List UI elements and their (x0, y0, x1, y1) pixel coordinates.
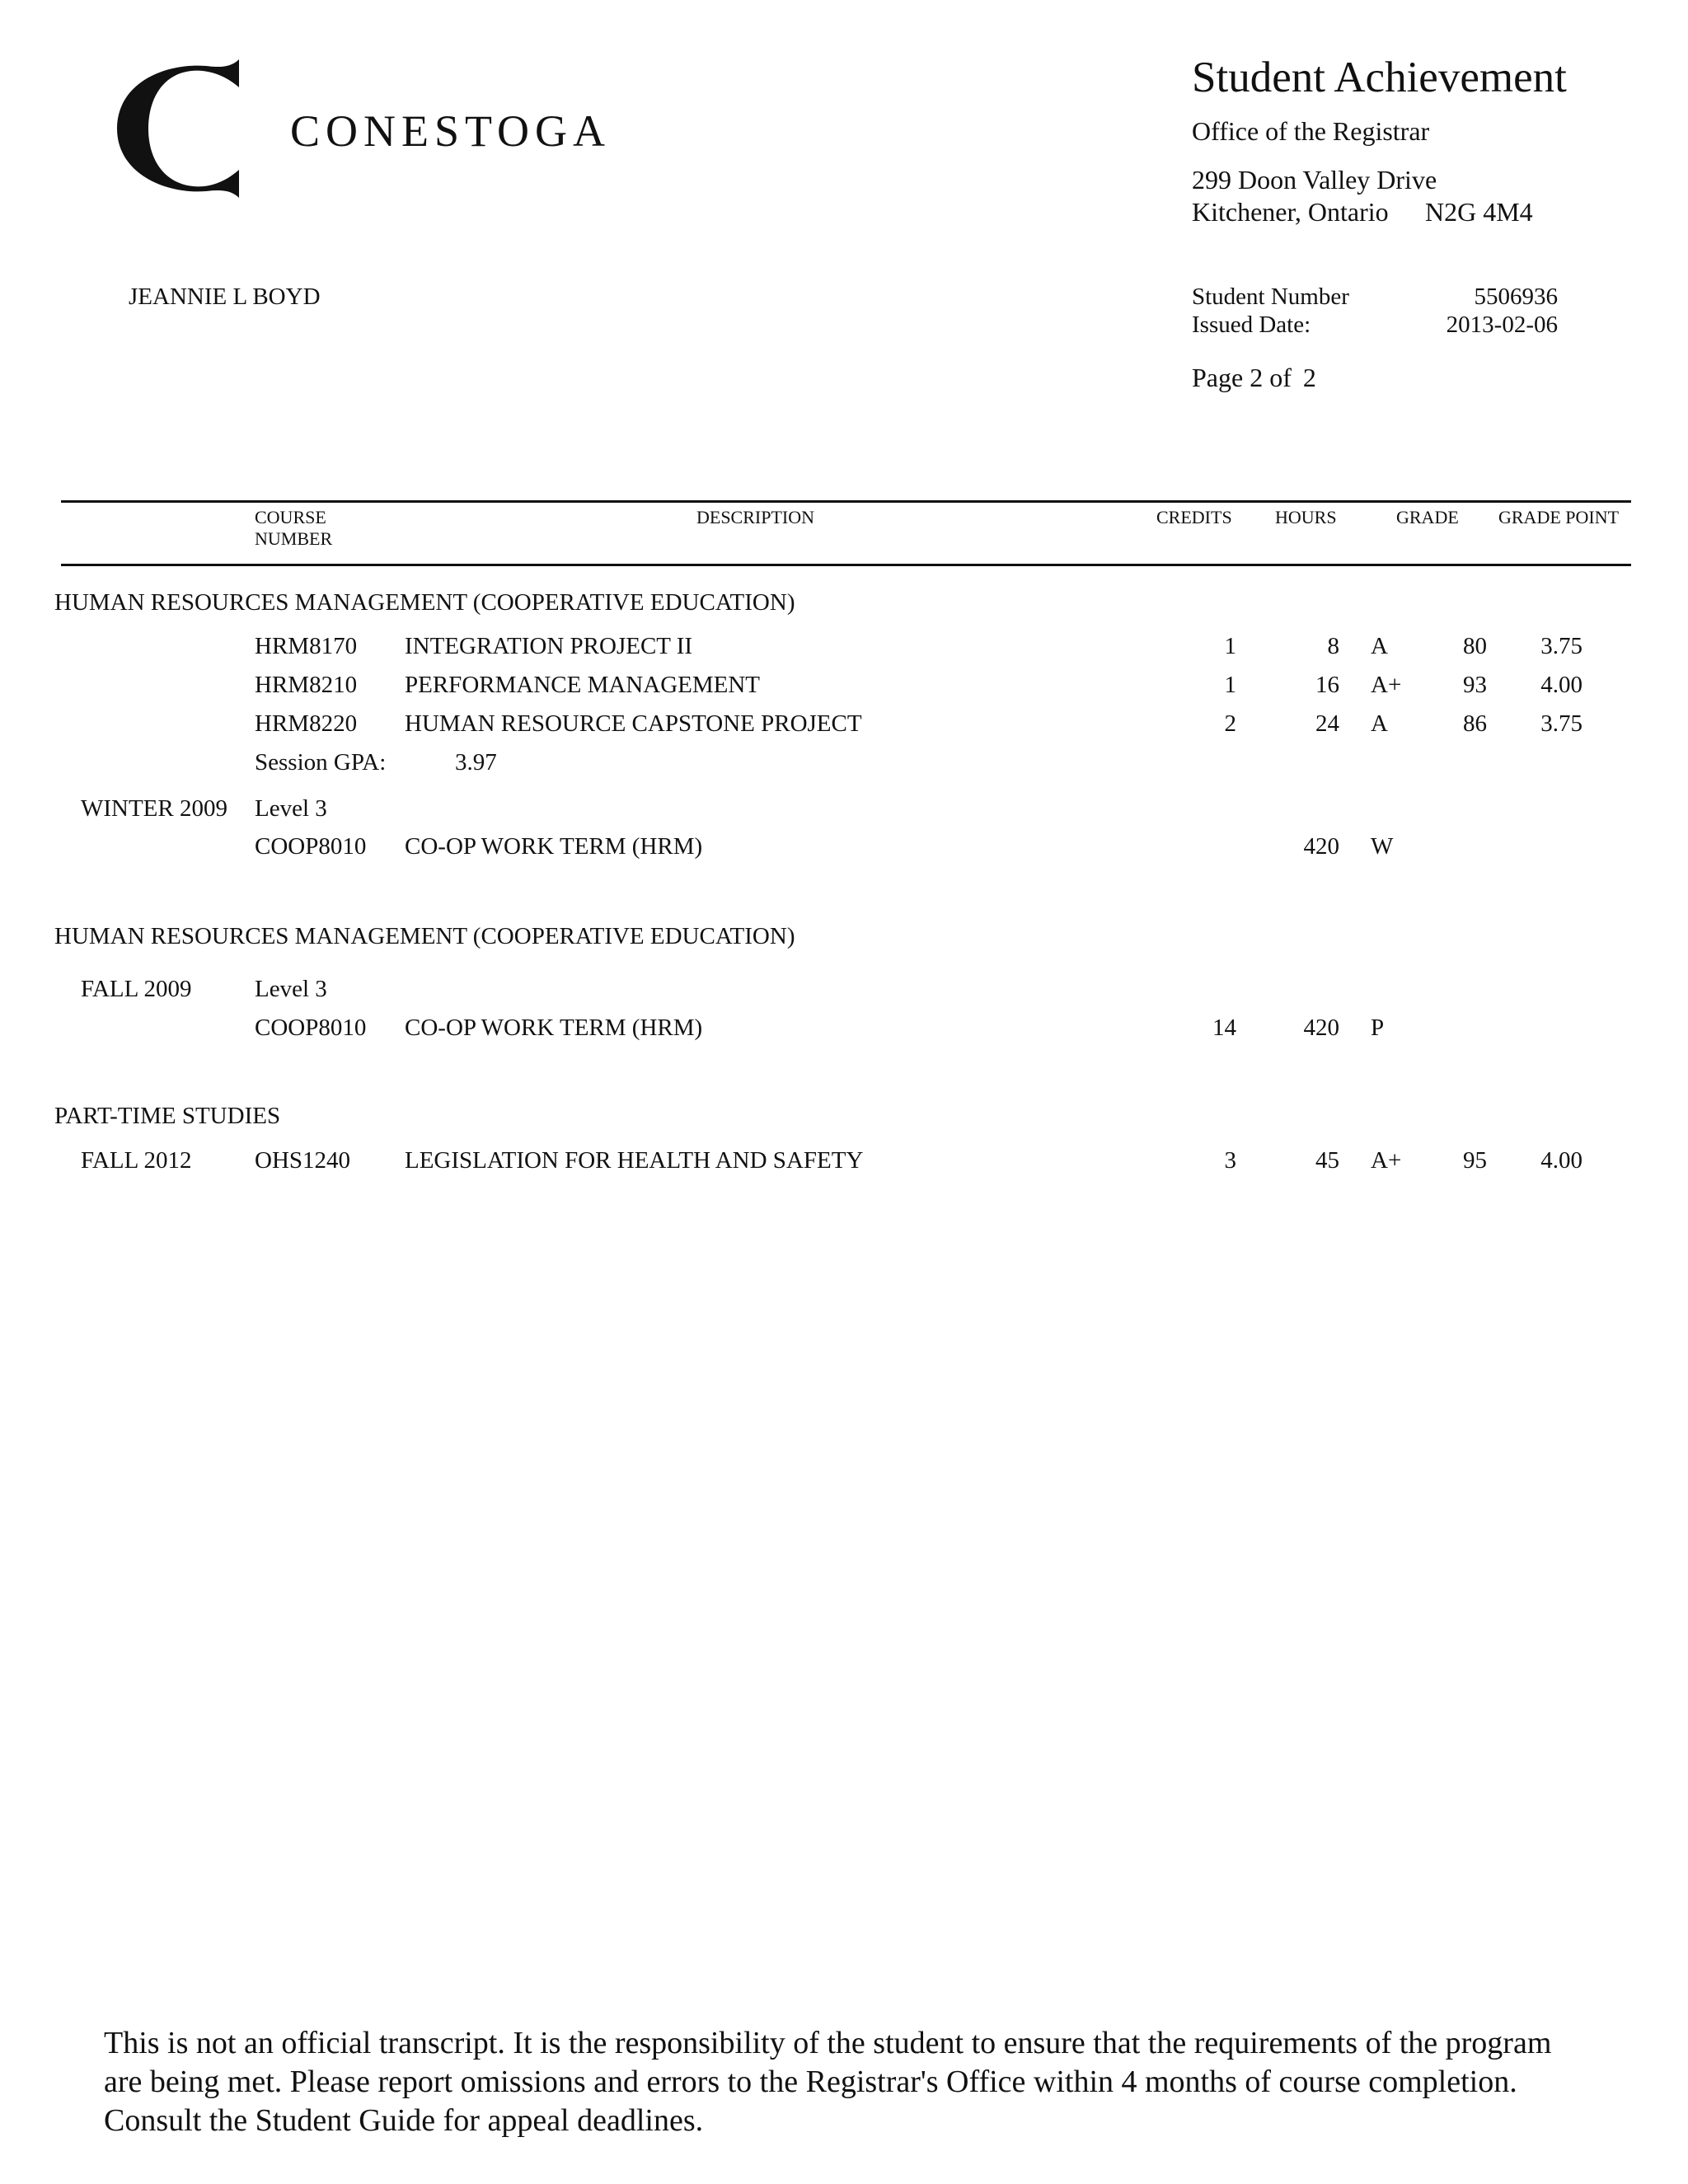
course-code: HRM8210 (255, 672, 358, 698)
course-percent: 80 (1463, 633, 1487, 659)
course-code: OHS1240 (255, 1147, 351, 1174)
course-grade-point: 4.00 (1540, 1147, 1582, 1174)
term-label: WINTER 2009 (81, 795, 227, 822)
course-credits: 1 (1224, 633, 1236, 659)
course-percent: 86 (1463, 710, 1487, 737)
student-number: 5506936 (1474, 284, 1558, 310)
page-indicator (1192, 363, 1316, 393)
student-name: JEANNIE L BOYD (129, 284, 321, 310)
conestoga-logo-icon (115, 58, 247, 199)
term-label: FALL 2009 (81, 976, 192, 1002)
course-grade: A (1371, 710, 1388, 737)
col-course-number-line1: COURSE (255, 507, 326, 527)
address-line-1: 299 Doon Valley Drive (1192, 165, 1437, 194)
course-credits: 1 (1224, 672, 1236, 698)
course-hours: 8 (1327, 633, 1339, 659)
session-gpa-value: 3.97 (455, 749, 497, 776)
course-hours: 45 (1315, 1147, 1339, 1174)
course-percent: 93 (1463, 672, 1487, 698)
course-grade: A+ (1371, 1147, 1402, 1174)
course-hours: 420 (1303, 1015, 1339, 1041)
col-grade-point: GRADE POINT (1498, 507, 1620, 527)
program-heading: HUMAN RESOURCES MANAGEMENT (COOPERATIVE EDUCATION) (54, 923, 795, 949)
course-grade: W (1371, 833, 1394, 860)
course-credits: 3 (1224, 1147, 1236, 1174)
course-grade: A+ (1371, 672, 1402, 698)
course-code: COOP8010 (255, 833, 367, 860)
page-label: Page 2 of (1192, 363, 1292, 392)
col-hours: HOURS (1275, 507, 1337, 527)
level-label: Level 3 (255, 976, 327, 1002)
course-percent: 95 (1463, 1147, 1487, 1174)
course-code: COOP8010 (255, 1015, 367, 1041)
course-description: CO-OP WORK TERM (HRM) (405, 833, 703, 860)
document-title: Student Achievement (1192, 54, 1567, 101)
address-postal: N2G 4M4 (1425, 197, 1533, 227)
course-credits: 14 (1212, 1015, 1236, 1041)
course-grade-point: 3.75 (1540, 633, 1582, 659)
col-credits: CREDITS (1156, 507, 1232, 527)
course-code: HRM8220 (255, 710, 358, 737)
course-description: HUMAN RESOURCE CAPSTONE PROJECT (405, 710, 862, 737)
table-top-rule (61, 500, 1631, 503)
course-hours: 420 (1303, 833, 1339, 860)
issued-date-label: Issued Date: (1192, 312, 1311, 338)
course-description: INTEGRATION PROJECT II (405, 633, 693, 659)
course-hours: 16 (1315, 672, 1339, 698)
term-label: FALL 2012 (81, 1147, 192, 1174)
course-description: PERFORMANCE MANAGEMENT (405, 672, 761, 698)
course-grade: A (1371, 633, 1388, 659)
col-course-number-line2: NUMBER (255, 528, 333, 549)
issued-date: 2013-02-06 (1446, 312, 1558, 338)
course-description: CO-OP WORK TERM (HRM) (405, 1015, 703, 1041)
course-credits: 2 (1224, 710, 1236, 737)
course-grade: P (1371, 1015, 1385, 1041)
program-heading: HUMAN RESOURCES MANAGEMENT (COOPERATIVE EDUCATION) (54, 589, 795, 616)
course-description: LEGISLATION FOR HEALTH AND SAFETY (405, 1147, 864, 1174)
course-code: HRM8170 (255, 633, 358, 659)
student-number-label: Student Number (1192, 284, 1349, 310)
page-total: 2 (1302, 363, 1316, 392)
program-heading: PART-TIME STUDIES (54, 1103, 281, 1129)
disclaimer-note: This is not an official transcript. It is the responsibility of the student to ensure that the requirements of the program are being met. Please report omissions and errors to the Registrar's Office within 4 months of course completion. Consult the Student Guide for appeal deadlines. (104, 2026, 1552, 2138)
course-hours: 24 (1315, 710, 1339, 737)
col-grade: GRADE (1396, 507, 1459, 527)
office-name: Office of the Registrar (1192, 116, 1430, 146)
course-grade-point: 3.75 (1540, 710, 1582, 737)
level-label: Level 3 (255, 795, 327, 822)
logo-wordmark: CONESTOGA (290, 106, 612, 156)
address-city: Kitchener, Ontario (1192, 197, 1389, 227)
table-header-rule (61, 564, 1631, 566)
course-grade-point: 4.00 (1540, 672, 1582, 698)
col-description: DESCRIPTION (696, 507, 815, 527)
session-gpa-label: Session GPA: (255, 749, 387, 776)
